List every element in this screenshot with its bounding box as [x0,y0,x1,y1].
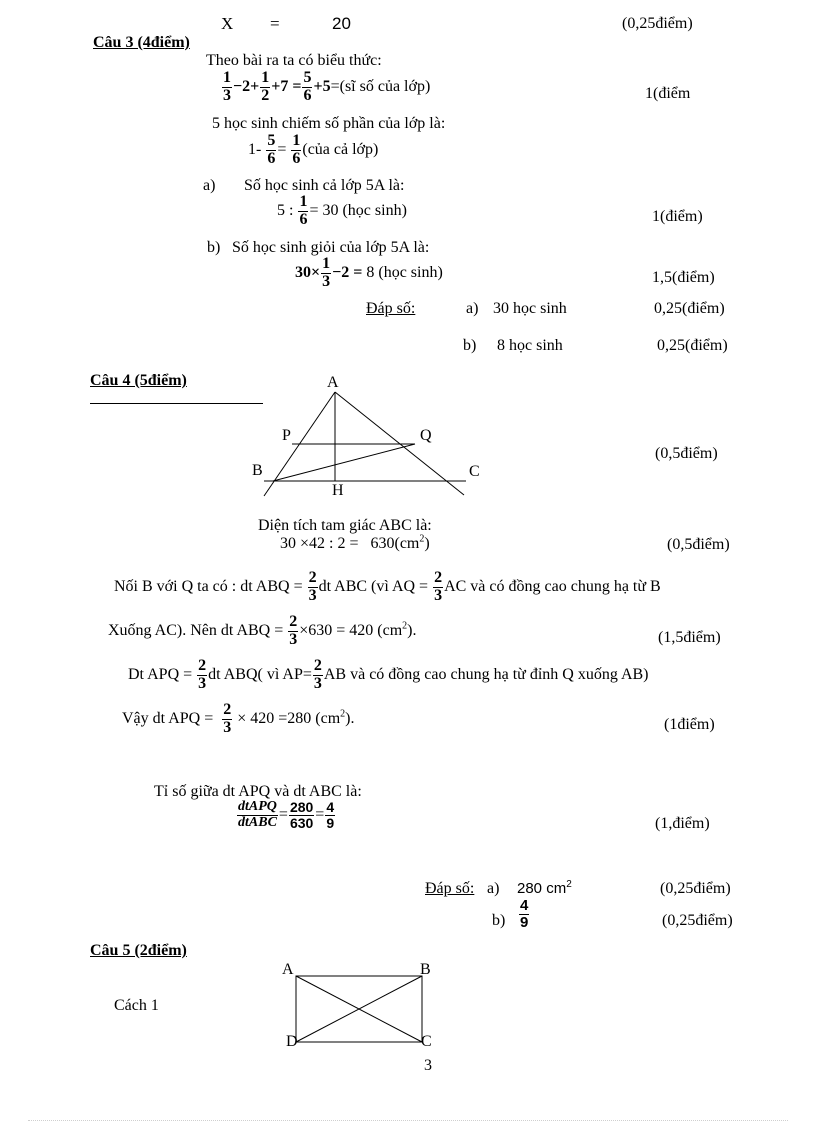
q3-part-a-frac: $\frac{1}{6}$ [299,193,308,228]
q4-answer-label: Đáp số: [425,880,475,897]
q3-fraction-line: 5 học sinh chiếm số phần của lớp là: [212,115,446,132]
q4-answer-b-score: (0,25điểm) [662,912,733,929]
q4-title-rule [90,403,263,404]
q4-ratio-frac-3: $\frac{4}{9}$ [326,799,335,831]
label-C: C [469,463,480,480]
label-B: B [252,462,263,479]
q4-line1-frac-2: $\frac{2}{3}$ [434,569,443,604]
rect-ABCD [296,976,422,1042]
q4-line3: Dt APQ = $\frac{2}{3}$ dt ABQ( vì AP= $\frac{2}{3}$ AB và có đồng cao chung hạ từ đỉnh Q xuống AB) [128,657,649,692]
q4-line2-frac: $\frac{2}{3}$ [289,613,298,648]
page-number: 3 [424,1057,432,1074]
q3-title: Câu 3 (4điểm) [93,34,190,51]
q4-line2-score: (1,5điểm) [658,629,721,646]
q4-answer-a-text: 280 $cm^2$ [517,879,572,897]
q3-frac-2: $\frac{1}{2}$ [261,69,270,104]
q3-answer-b-text: 8 học sinh [497,337,563,354]
q4-figure-score: (0,5điểm) [655,445,718,462]
q4-area-calc: 30 ×42 : 2 = $630(cm^2)$ [280,533,430,552]
diagonal-BD [296,976,422,1042]
q3-frac-3: $\frac{5}{6}$ [303,69,312,104]
q4-line1-frac-1: $\frac{2}{3}$ [308,569,317,604]
q4-title: Câu 4 (5điểm) [90,372,187,389]
q3-part-a-score: 1(điểm) [652,208,703,225]
q5-title: Câu 5 (2điểm) [90,942,187,959]
q3-expression-score: 1(điểm [645,85,691,102]
q3-frac-56: $\frac{5}{6}$ [267,132,276,167]
q3-part-b-text: Số học sinh giỏi của lớp 5A là: [232,239,430,256]
q3-part-a-text: Số học sinh cả lớp 5A là: [244,177,405,194]
label-H: H [332,482,344,499]
q4-area-label: Diện tích tam giác ABC là: [258,517,432,534]
label-rect-C: C [421,1033,432,1050]
q3-intro: Theo bài ra ta có biểu thức: [206,52,382,69]
q3-part-a-label: a) [203,177,216,194]
label-P: P [282,427,291,444]
q4-answer-a-score: (0,25điểm) [660,880,731,897]
q4-ratio-score: (1,điểm) [655,815,710,832]
q3-answer-label: Đáp số: [366,300,416,317]
q3-answer-a-text: 30 học sinh [493,300,567,317]
q4-line3-frac-1: $\frac{2}{3}$ [198,657,207,692]
label-rect-D: D [286,1033,298,1050]
label-A: A [327,374,339,391]
q5-method: Cách 1 [114,997,159,1014]
q3-answer-b-label: b) [463,337,477,354]
q4-ratio-frac-1: $\frac{\text{dtAPQ}}{\text{dtABC}}$ [238,799,277,830]
q4-answer-a-label: a) [487,880,500,897]
label-rect-B: B [420,961,431,978]
line-AB [264,392,335,496]
q3-frac-1: $\frac{1}{3}$ [223,69,231,104]
label-rect-A: A [282,961,294,978]
x-score: (0,25điểm) [622,15,693,32]
q4-area-score: (0,5điểm) [667,536,730,553]
q3-answer-a-label: a) [466,300,479,317]
q4-line4: Vậy dt APQ = $\frac{2}{3}$ × 420 =280 $(cm^2)$. [122,701,355,736]
x-var: X [221,14,234,33]
q4-answer-b-label: b) [492,912,506,929]
page-bottom-rule [28,1120,788,1121]
q3-part-a-calc: 5 : $\frac{1}{6}$ = 30 (học sinh) [277,193,407,228]
q4-line1: Nối B với Q ta có : dt ABQ = $\frac{2}{3}$ dt ABC (vì AQ = $\frac{2}{3}$ AC và có đồng cao chung hạ từ B [114,569,661,604]
x-value: 20 [332,14,351,33]
x-equals: = [270,14,280,33]
label-Q: Q [420,427,432,444]
q4-ratio-label: Tỉ số giữa dt APQ và dt ABC là: [154,783,362,800]
q3-part-b-score: 1,5(điểm) [652,269,715,286]
q3-part-b-label: b) [207,239,221,256]
q3-fraction-expression: 1- $\frac{5}{6}$ = $\frac{1}{6}$ (của cả lớp) [248,132,379,167]
line-BQ [273,444,415,481]
q4-line4-score: (1điểm) [664,716,715,733]
q4-line2: Xuống AC). Nên dt ABQ = $\frac{2}{3}$ ×630 = 420 $(cm^2)$. [108,613,417,648]
q3-part-b-frac: $\frac{1}{3}$ [322,255,331,290]
q3-part-b-calc: 30× $\frac{1}{3}$ −2 = 8 (học sinh) [295,255,443,290]
q3-answer-a-score: 0,25(điểm) [654,300,725,317]
diagonal-AC [296,976,422,1042]
line-AC [335,392,464,495]
q4-ratio: $\frac{\text{dtAPQ}}{\text{dtABC}}$ = $\frac{280}{630}$ = $\frac{4}{9}$ [238,799,335,831]
q3-expression: $\frac{1}{3}$ −2+ $\frac{1}{2}$ +7 = $\frac{5}{6}$ +5=(sĩ số của lớp) [223,69,431,104]
q4-line3-frac-2: $\frac{2}{3}$ [313,657,322,692]
q4-ratio-frac-2: $\frac{280}{630}$ [289,799,314,831]
q4-line4-frac: $\frac{2}{3}$ [223,701,232,736]
q3-answer-b-score: 0,25(điểm) [657,337,728,354]
q3-frac-16: $\frac{1}{6}$ [292,132,301,167]
q4-answer-b-frac: $\frac{4}{9}$ [520,897,529,931]
